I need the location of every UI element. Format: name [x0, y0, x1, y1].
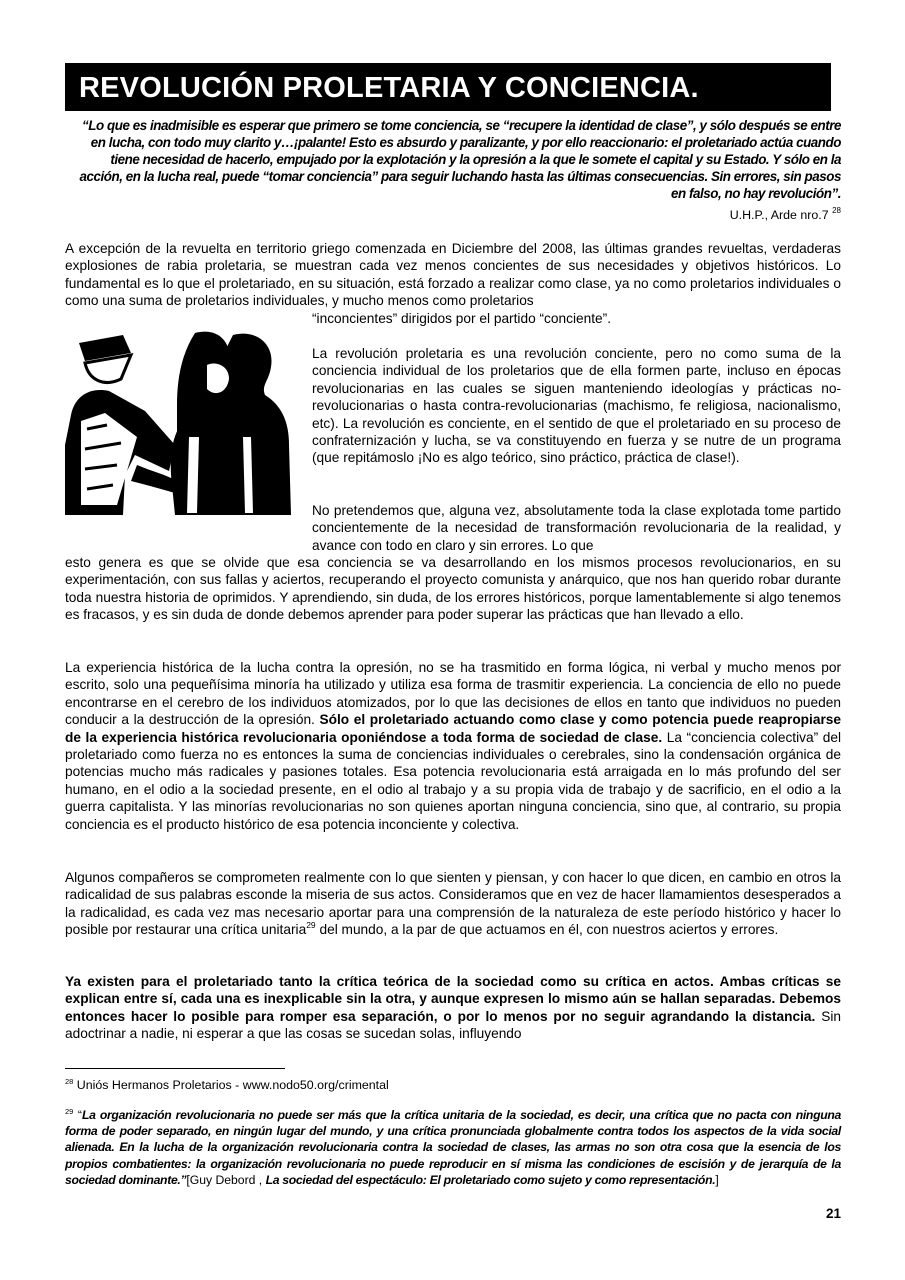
paragraph-5-text-a: Algunos compañeros se comprometen realmente con lo que sienten y piensan, y con hacer lo que dicen, en cambio en otros la radicalidad de sus palabras esconde la miseria de sus actos. Consideramos que en vez de hacer llamamientos desesperados a la radicalidad, es cada vez mas necesario aportar para una comprensión de la naturaleza de este período histórico y hacer lo posible por restaurar una crítica unitaria: [65, 870, 841, 938]
paragraph-5: [65, 869, 841, 939]
paragraph-3-continued: esto genera es que se olvide que esa conciencia se va desarrollando en los mismos procesos revolucionarios, en su experimentación, con sus fallas y aciertos, recuperando el proyecto comunista y anárquico, que nos han querido robar durante toda nuestra historia de oprimidos. Y aprendiendo, sin duda, de los errores históricos, porque lamentablemente si algo tenemos es fracasos, y es sin duda de donde debemos aprender para poder superar las prácticas que han llevado a ello.: [65, 555, 841, 623]
footnote-28: [65, 1077, 841, 1093]
paragraph-4: [65, 659, 841, 833]
footnote-28-number: 28: [65, 1077, 74, 1086]
footnote-29-author: [Guy Debord ,: [186, 1172, 263, 1187]
paragraph-6-bold: Ya existen para el proletariado tanto la crítica teórica de la sociedad como su crítica en actos. Ambas críticas se explican entre sí, cada una es inexplicable sin la otra, y aunque expresen lo mismo aún se hallan separadas. Debemos entonces hacer lo posible para romper esa separación, o por lo menos por no seguir agrandando la distancia.: [65, 974, 841, 1024]
footnote-29: [65, 1107, 841, 1188]
footnote-29-open-quote: “: [77, 1108, 82, 1122]
group-of-women-woodcut-icon: [65, 325, 297, 517]
footnote-29-close-quote: ”: [180, 1172, 187, 1187]
footnote-29-end: ]: [715, 1172, 719, 1187]
paragraph-1: A excepción de la revuelta en territorio griego comenzada en Diciembre del 2008, las últimas grandes revueltas, verdaderas explosiones de rabia proletaria, se muestran cada vez menos concientes de sus necesidades y objetivos históricos. Lo fundamental es lo que el proletariado, en su situación, está forzado a realizar como clase, ya no como proletarios individuales o como una suma de proletarios individuales, y mucho menos como proletarios: [65, 241, 841, 309]
footnote-29-quote: La organización revolucionaria no puede ser más que la crítica unitaria de la sociedad, es decir, una crítica que no pacta con ninguna forma de poder separado, en ningún lugar del mundo, y una crítica pronunciada globalmente contra todos los aspectos de la vida social alienada. En la lucha de la organización revolucionaria contra la sociedad de clases, las armas no son otra cosa que la esencia de los propios combatientes: la organización revolucionaria no puede reproducir en sí misma las condiciones de escisión y de jerarquía de la sociedad dominante.: [65, 1108, 841, 1187]
paragraph-4-text-b: La “conciencia colectiva” del proletariado como fuerza no es entonces la suma de conciencias individuales o cerebrales, sino la condensación orgánica de potencias mucho más radicales y pasiones totales. Esa potencia revolucionaria está arraigada en lo más profundo del ser humano, en el odio a la sociedad presente, en el odio al trabajo y a su propia vida de trabajo y de sacrificio, en el odio a la guerra capitalista. Y las minorías revolucionarias no son quienes aportan ninguna conciencia, sino que, al contrario, su propia conciencia es el producto histórico de esa potencia inconciente y colectiva.: [65, 729, 841, 832]
page-title: REVOLUCIÓN PROLETARIA Y CONCIENCIA.: [65, 63, 831, 111]
footnote-29-book: La sociedad del espectáculo: El proletariado como sujeto y como representación.: [265, 1172, 716, 1187]
paragraph-1-last-line: “inconcientes” dirigidos por el partido “conciente”.: [312, 311, 611, 326]
paragraph-4-bold: Sólo el proletariado actuando como clase y como potencia puede reapropiarse de la experiencia histórica revolucionaria oponiéndose a toda forma de sociedad de clase.: [65, 712, 842, 745]
paragraph-3-start: No pretendemos que, alguna vez, absolutamente toda la clase explotada tome partido concientemente de la necesidad de transformación revolucionaria de la realidad, y avance con todo en claro y sin errores. Lo que: [312, 503, 841, 553]
footnote-28-text: Uniós Hermanos Proletarios - www.nodo50.org/crimental: [76, 1078, 389, 1092]
epigraph-source: [65, 203, 841, 223]
paragraph-4-text-a: La experiencia histórica de la lucha contra la opresión, no se ha trasmitido en forma lógica, ni verbal y mucho menos por escrito, solo una pequeñísima minoría ha utilizado y utiliza esa forma de trasmitir experiencia. La conciencia de ello no puede encontrarse en el cerebro de los individuos atomizados, por lo que las decisiones de ellos en tanto que individuos no pueden conducir a la destrucción de la opresión.: [65, 660, 841, 728]
footnote-ref-29[interactable]: 29: [306, 920, 316, 931]
epigraph-quote: “Lo que es inadmisible es esperar que primero se tome conciencia, se “recupere la identidad de clase”, y sólo después se entre en lucha, con todo muy clarito y…¡palante! Esto es absurdo y paralizante, y por ello reaccionario: el proletariado actúa cuando tiene necesidad de hacerlo, empujado por la explotación y la opresión a la que le somete el capital y su Estado. Y sólo en la acción, en la lucha real, puede “tomar conciencia” para seguir luchando hasta las últimas consecuencias. Sin errores, sin pasos en falso, no hay revolución”.: [79, 118, 841, 201]
footnote-ref-28[interactable]: 28: [832, 206, 841, 215]
paragraph-5-text-b: del mundo, a la par de que actuamos en él, con nuestros aciertos y errores.: [319, 922, 779, 938]
paragraph-2: La revolución proletaria es una revolución conciente, pero no como suma de la conciencia individual de los proletarios que de ella formen parte, incluso en épocas revolucionarias en las cuales se siguen manteniendo ideologías y prácticas no-revolucionarias o hasta contra-revolucionarias (machismo, fe religiosa, nacionalismo, etc). La revolución es conciente, en el sentido de que el proletariado en su proceso de confraternización y lucha, se va constituyendo en fuerza y se nutre de un programa (que repitámoslo ¡No es algo teórico, sino práctico, práctica de clase!).: [312, 346, 841, 466]
footnote-29-number: 29: [65, 1107, 74, 1116]
paragraph-6: [65, 973, 841, 1043]
paragraph-6-text: Sin adoctrinar a nadie, ni esperar a que las cosas se sucedan solas, influyendo: [65, 1008, 841, 1042]
epigraph-source-text: U.H.P., Arde nro.7: [729, 208, 829, 222]
women-group-illustration: [65, 325, 297, 517]
footnote-divider: [65, 1068, 285, 1069]
page-number: 21: [825, 1206, 841, 1221]
